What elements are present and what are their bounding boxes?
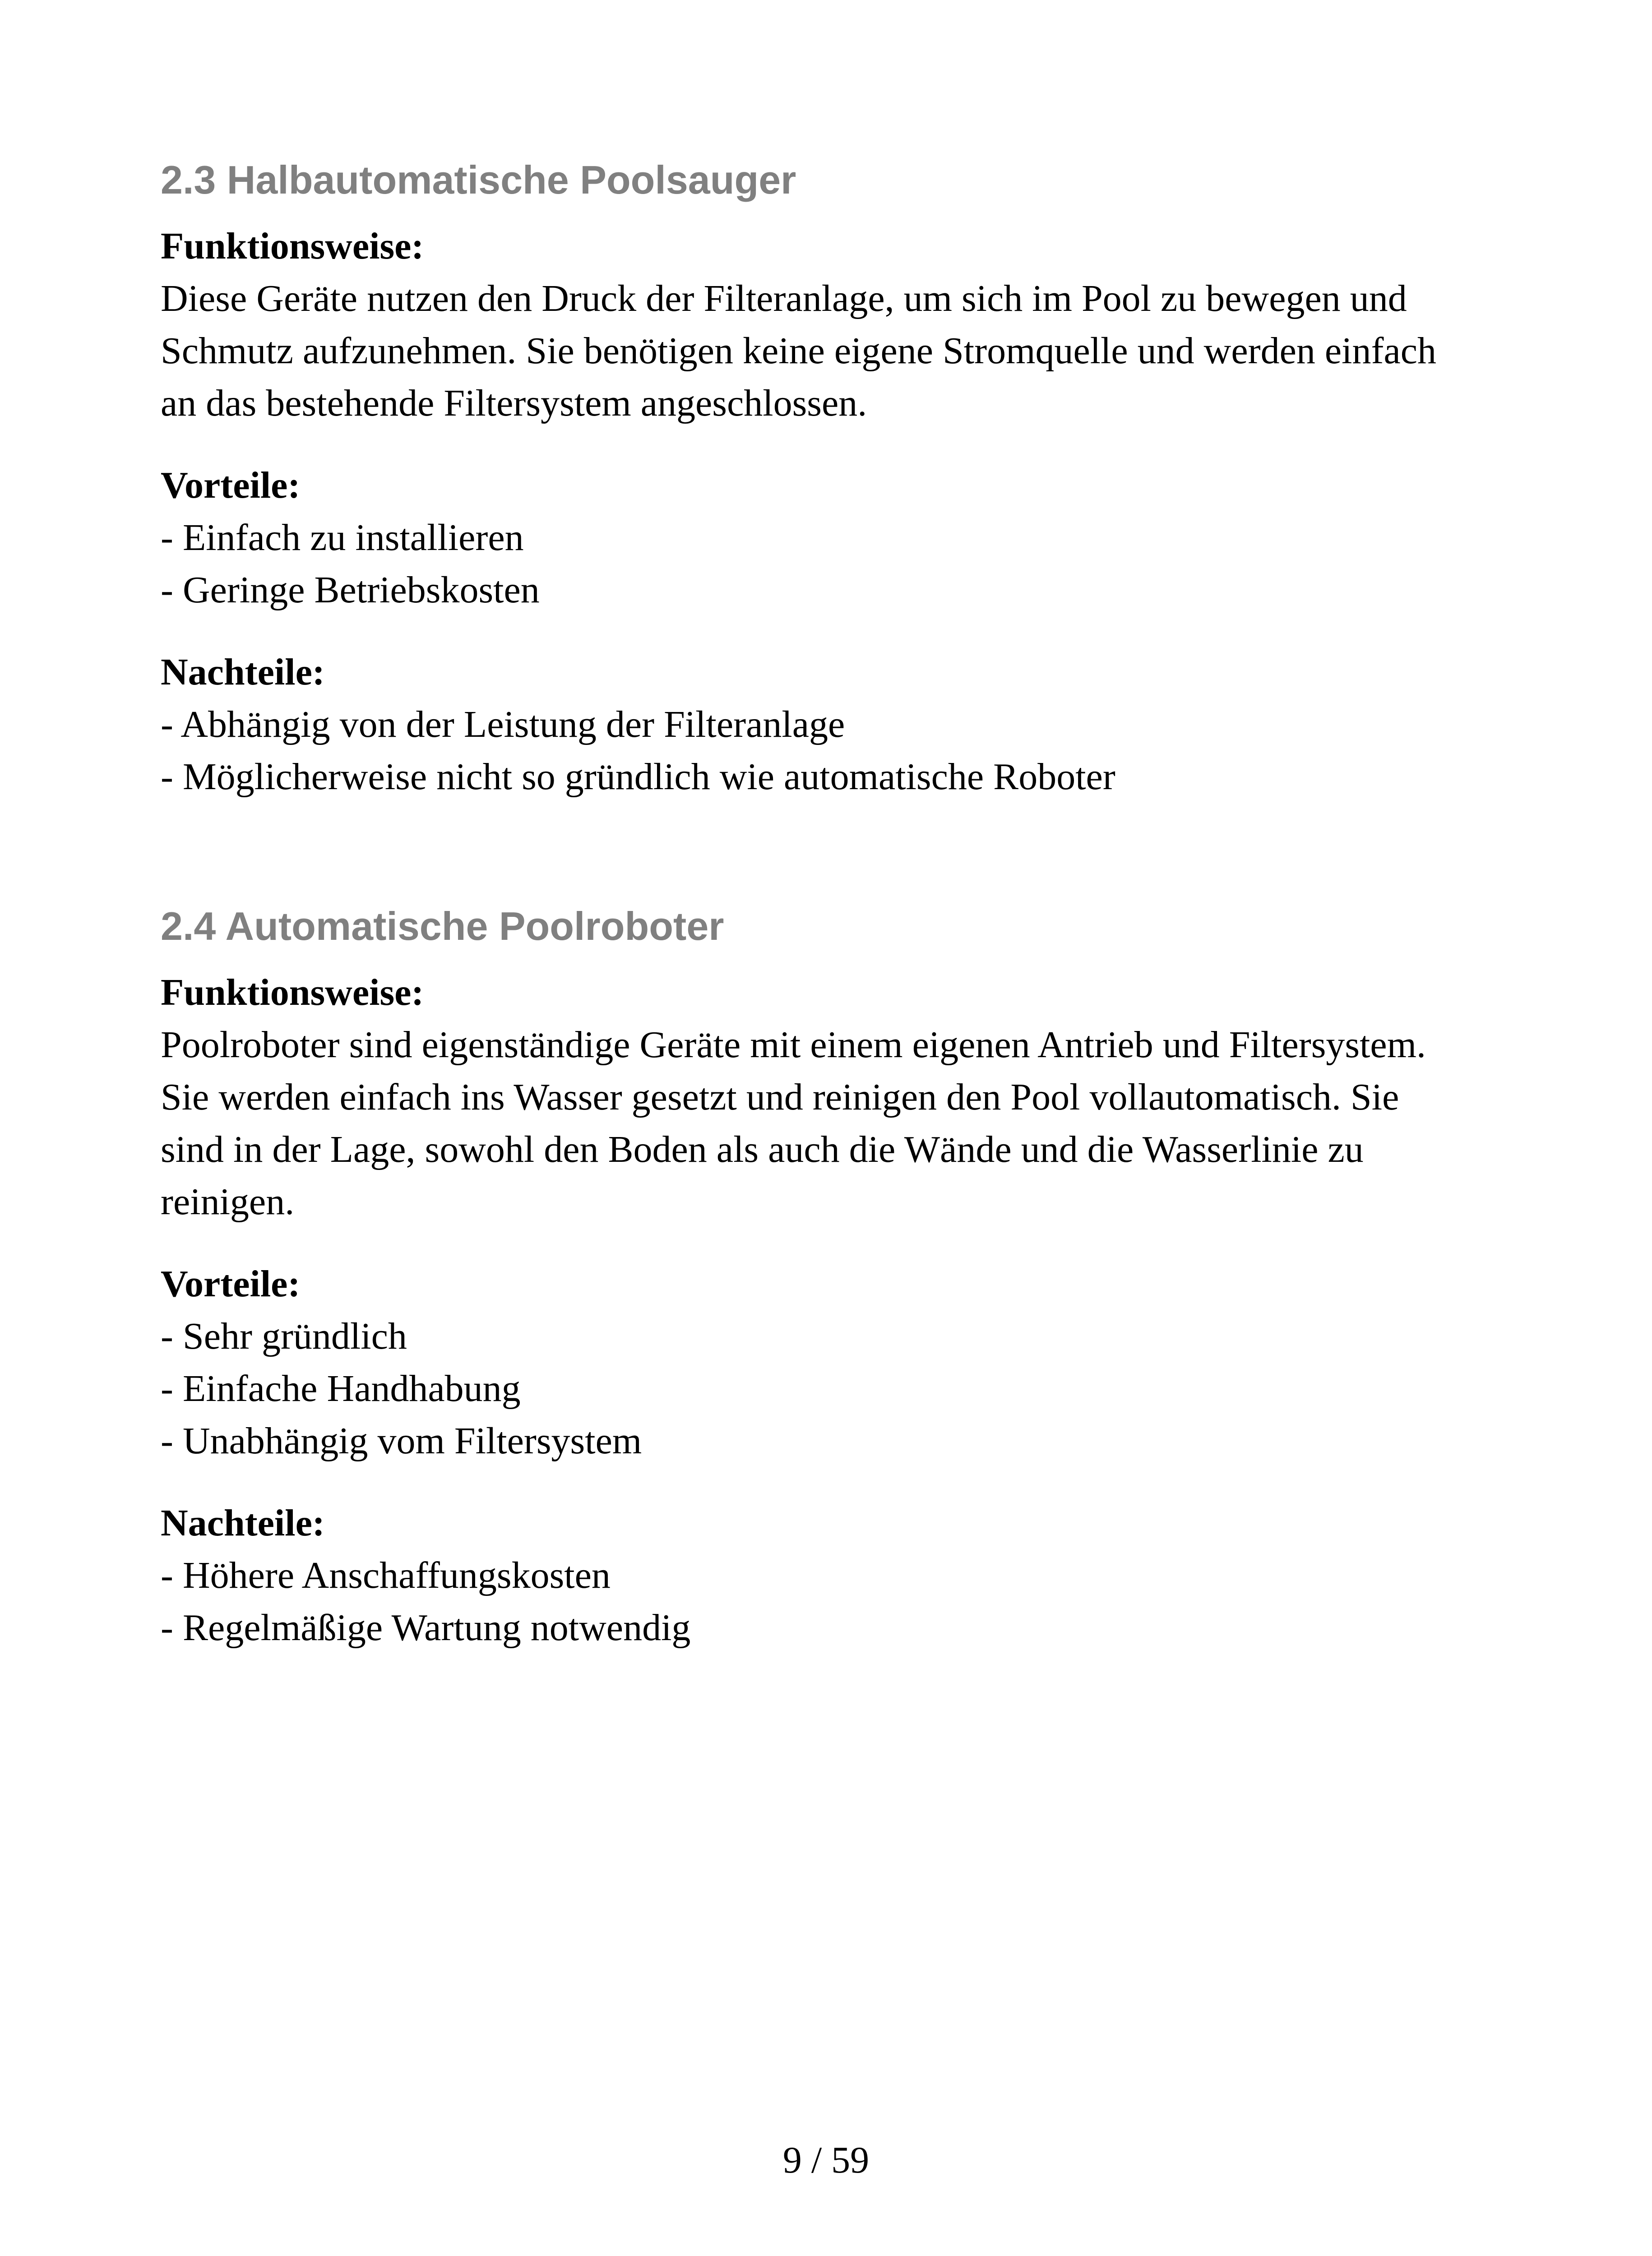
cons-label: Nachteile: (161, 1502, 325, 1544)
list-item: - Sehr gründlich (161, 1315, 407, 1357)
list-item: - Unabhängig vom Filtersystem (161, 1420, 642, 1462)
pros-list (161, 512, 1505, 616)
function-label: Funktionsweise: (161, 225, 424, 267)
cons-list (161, 698, 1505, 803)
pros-label: Vorteile: (161, 464, 301, 506)
function-line: Schmutz aufzunehmen. Sie benötigen keine eigene Stromquelle und werden einfach (161, 330, 1437, 372)
list-item: - Regelmäßige Wartung notwendig (161, 1607, 691, 1649)
section-heading: 2.3 Halbautomatische Poolsauger (161, 157, 796, 202)
function-line: reinigen. (161, 1181, 295, 1223)
list-item: - Einfache Handhabung (161, 1368, 521, 1410)
pros-list (161, 1310, 1505, 1467)
function-line: Sie werden einfach ins Wasser gesetzt und reinigen den Pool vollautomatisch. Sie (161, 1076, 1399, 1118)
function-line: an das bestehende Filtersystem angeschlossen. (161, 382, 867, 424)
section-heading: 2.4 Automatische Poolroboter (161, 904, 724, 948)
pros-block (161, 459, 1505, 616)
function-block (161, 220, 1505, 430)
list-item: - Möglicherweise nicht so gründlich wie automatische Roboter (161, 756, 1115, 798)
function-line: Diese Geräte nutzen den Druck der Filteranlage, um sich im Pool zu bewegen und (161, 277, 1407, 319)
list-item: - Höhere Anschaffungskosten (161, 1554, 611, 1596)
cons-block (161, 646, 1505, 803)
function-line: sind in der Lage, sowohl den Boden als auch die Wände und die Wasserlinie zu (161, 1128, 1364, 1170)
page-content (161, 153, 1505, 1654)
function-line: Poolroboter sind eigenständige Geräte mit einem eigenen Antrieb und Filtersystem. (161, 1024, 1426, 1066)
list-item: - Abhängig von der Leistung der Filteranlage (161, 703, 845, 745)
section-halbautomatische-poolsauger (161, 153, 1505, 803)
list-item: - Geringe Betriebskosten (161, 569, 540, 611)
section-automatische-poolroboter (161, 900, 1505, 1654)
page-number: 9 / 59 (782, 2139, 870, 2181)
function-block (161, 966, 1505, 1228)
pros-label: Vorteile: (161, 1263, 301, 1305)
function-label: Funktionsweise: (161, 971, 424, 1013)
list-item: - Einfach zu installieren (161, 517, 524, 559)
cons-label: Nachteile: (161, 651, 325, 693)
pros-block (161, 1258, 1505, 1467)
cons-block (161, 1497, 1505, 1654)
cons-list (161, 1549, 1505, 1654)
